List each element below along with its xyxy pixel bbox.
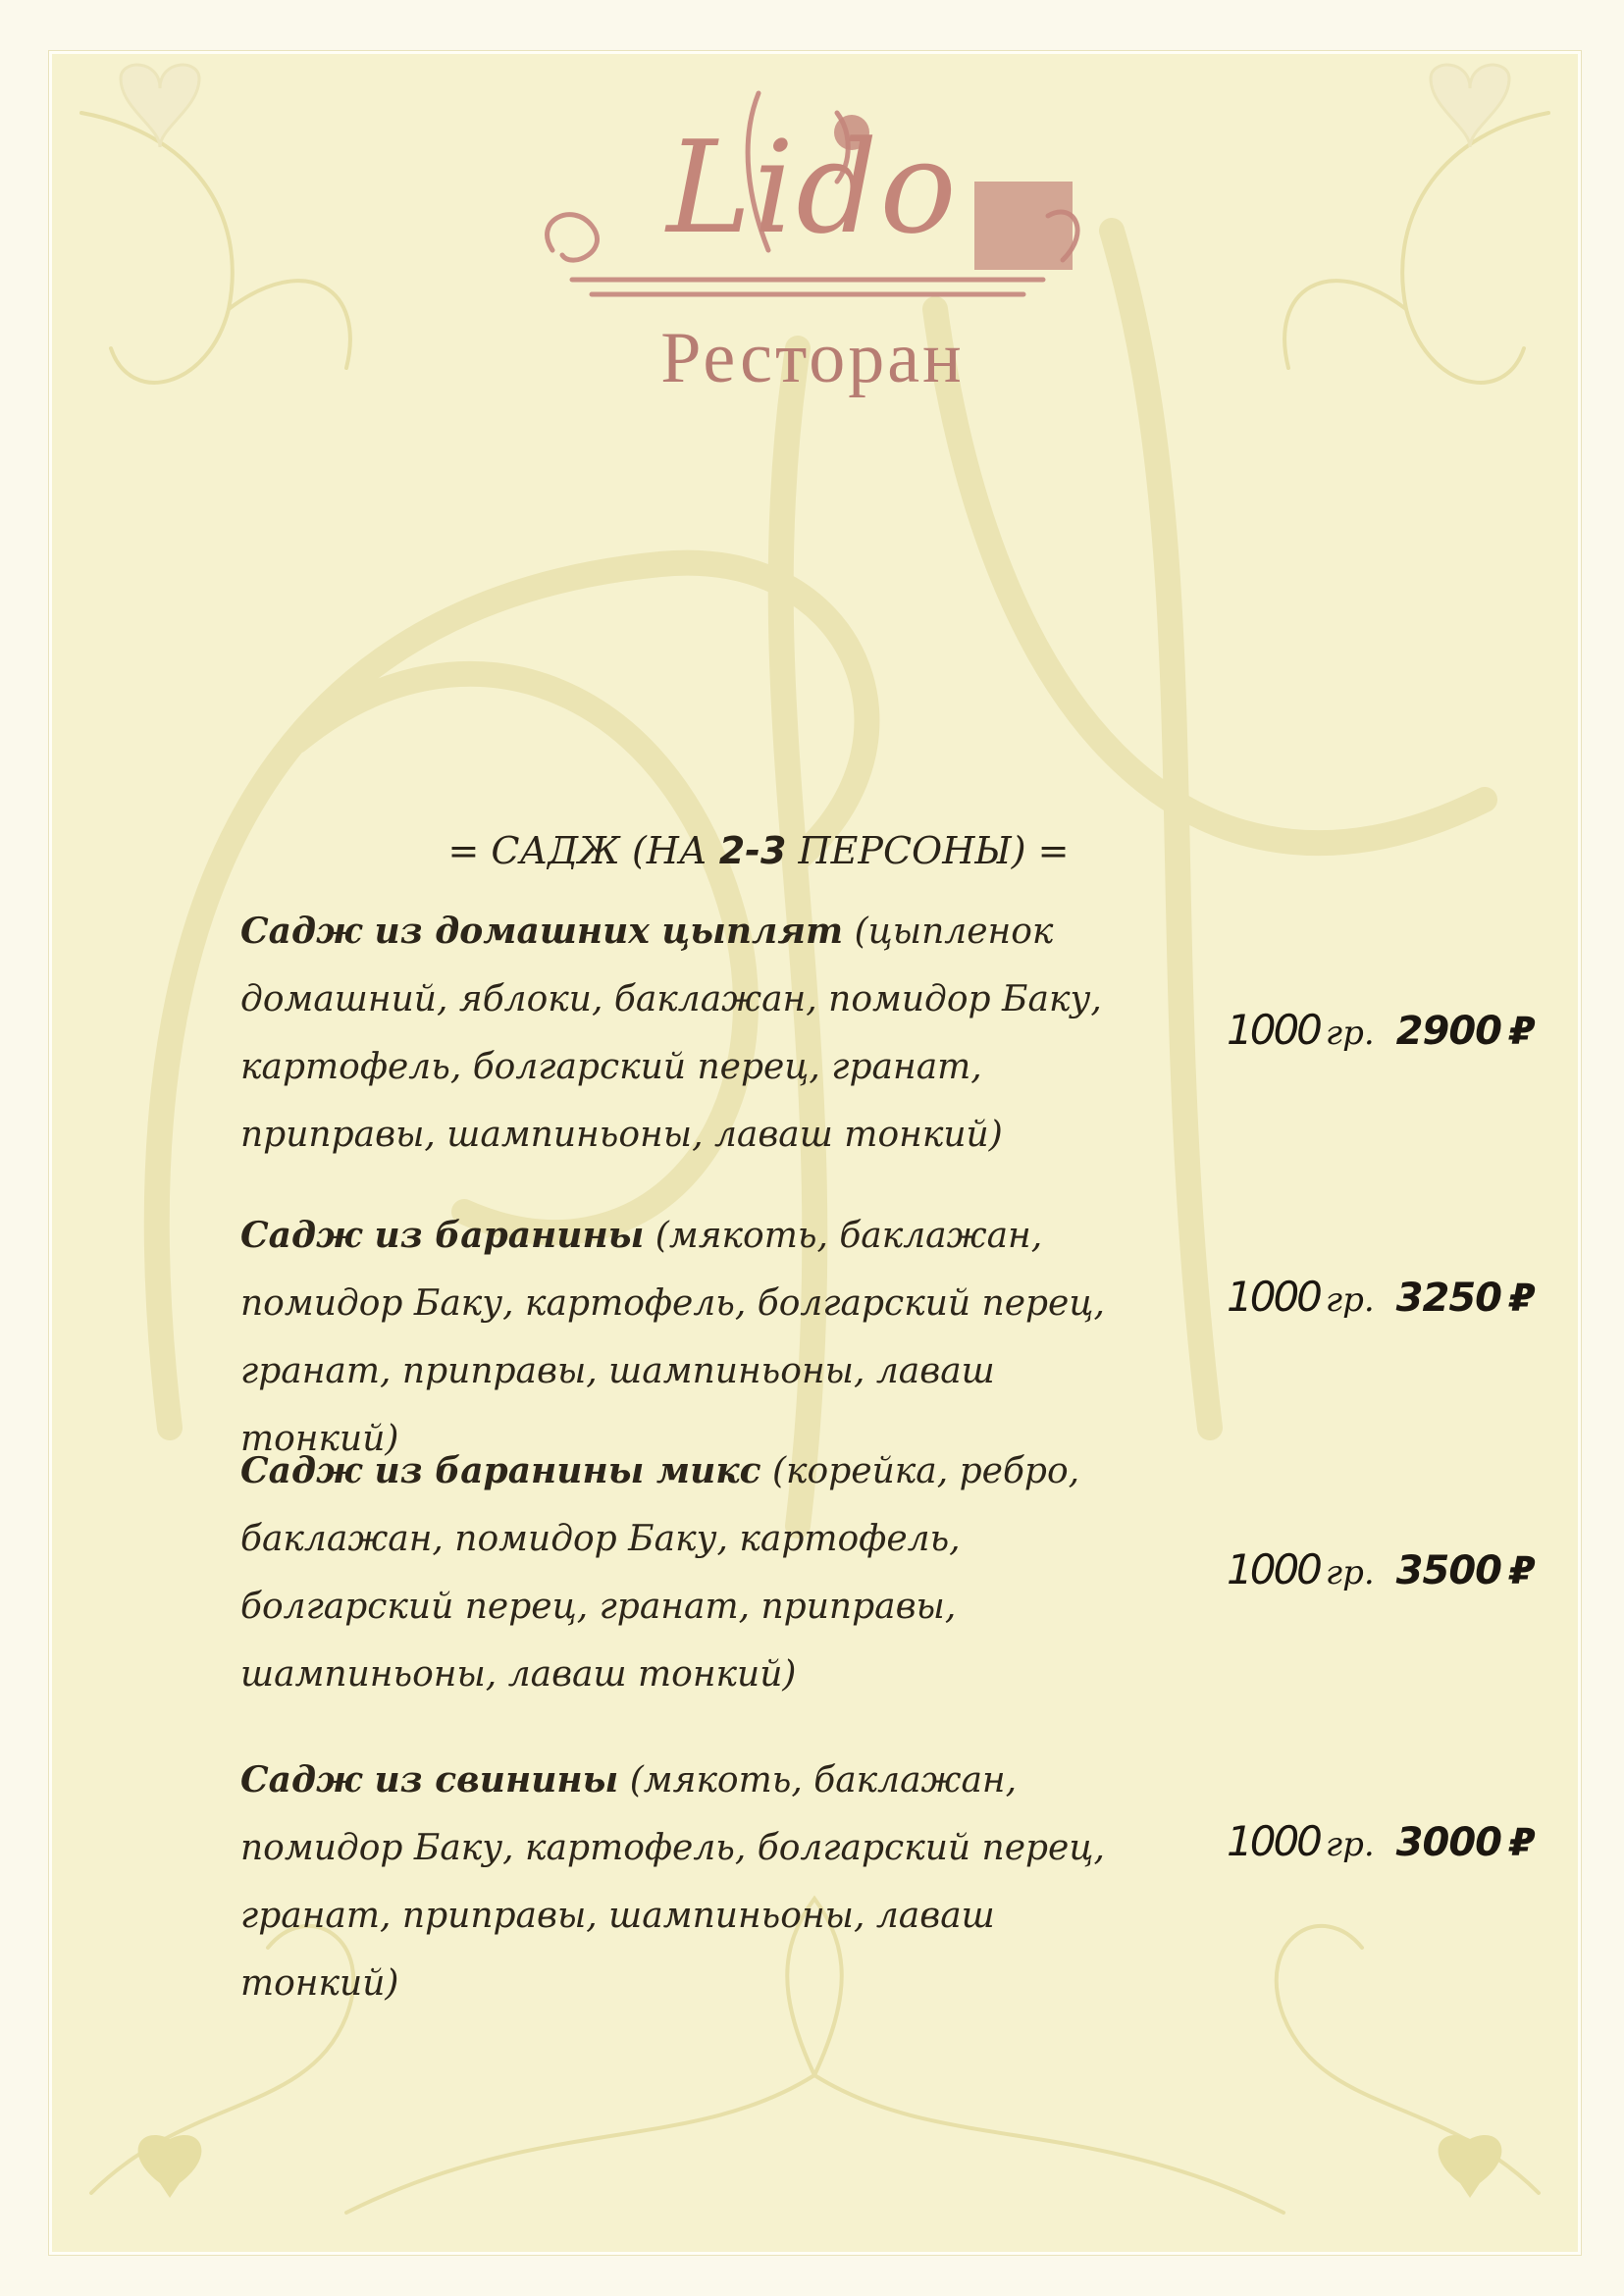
menu-item-price-line	[1227, 1817, 1550, 1865]
menu-item-weight: 1000	[1227, 1817, 1320, 1865]
menu-item-description	[240, 1202, 1163, 1473]
menu-item-name: Садж из баранины микс	[240, 1450, 761, 1491]
menu-item-unit: гр.	[1325, 1280, 1375, 1320]
section-title-prefix: = САДЖ (НА	[447, 829, 719, 872]
menu-item-unit: гр.	[1325, 1014, 1375, 1053]
menu-item-ingredients: (мякоть, баклажан, помидор Баку, картофель, болгарский перец, гранат, приправы, шампиньоны, лаваш тонкий)	[240, 1216, 1105, 1459]
logo-text: Lido	[666, 113, 959, 262]
menu-item	[240, 1202, 1545, 1473]
section-title	[337, 829, 1180, 872]
menu-item-ingredients: (мякоть, баклажан, помидор Баку, картофель, болгарский перец, гранат, приправы, шампиньоны, лаваш тонкий)	[240, 1760, 1105, 2004]
menu-item-price-line	[1227, 1273, 1550, 1321]
menu-item-ingredients: (корейка, ребро, баклажан, помидор Баку, картофель, болгарский перец, гранат, приправы, шампиньоны, лаваш тонкий)	[240, 1451, 1080, 1695]
menu-item-name: Садж из баранины	[240, 1215, 645, 1256]
menu-item-unit: гр.	[1325, 1825, 1375, 1864]
restaurant-subtitle: Ресторан	[660, 318, 965, 398]
menu-item-description	[240, 898, 1163, 1169]
menu-item-price: 2900	[1395, 1009, 1501, 1054]
menu-item-weight: 1000	[1227, 1545, 1320, 1593]
menu-item-unit: гр.	[1325, 1553, 1375, 1592]
menu-item-description	[240, 1747, 1163, 2017]
menu-item-description	[240, 1437, 1163, 1708]
menu-item-price: 3250	[1395, 1276, 1501, 1321]
currency-icon: ₽	[1508, 1821, 1536, 1864]
menu-item	[240, 898, 1545, 1169]
menu-item	[240, 1747, 1545, 2017]
menu-item-price: 3500	[1395, 1548, 1501, 1593]
currency-icon: ₽	[1508, 1277, 1536, 1320]
menu-item-weight: 1000	[1227, 1006, 1320, 1054]
menu-item-price: 3000	[1395, 1820, 1501, 1865]
menu-item-weight: 1000	[1227, 1273, 1320, 1321]
menu-item-price-line	[1227, 1545, 1550, 1593]
currency-icon: ₽	[1508, 1010, 1536, 1053]
restaurant-logo	[513, 54, 1112, 466]
section-title-persons: 2-3	[718, 829, 787, 872]
menu-item-price-line	[1227, 1006, 1550, 1054]
menu-page	[49, 51, 1581, 2255]
menu-item-name: Садж из свинины	[240, 1759, 619, 1800]
currency-icon: ₽	[1508, 1549, 1536, 1592]
menu-item	[240, 1437, 1545, 1708]
menu-item-ingredients: (цыпленок домашний, яблоки, баклажан, помидор Баку, картофель, болгарский перец, гранат, приправы, шампиньоны, лаваш тонкий)	[240, 912, 1102, 1155]
section-title-suffix: ПЕРСОНЫ) =	[786, 829, 1070, 872]
menu-item-name: Садж из домашних цыплят	[240, 911, 844, 952]
